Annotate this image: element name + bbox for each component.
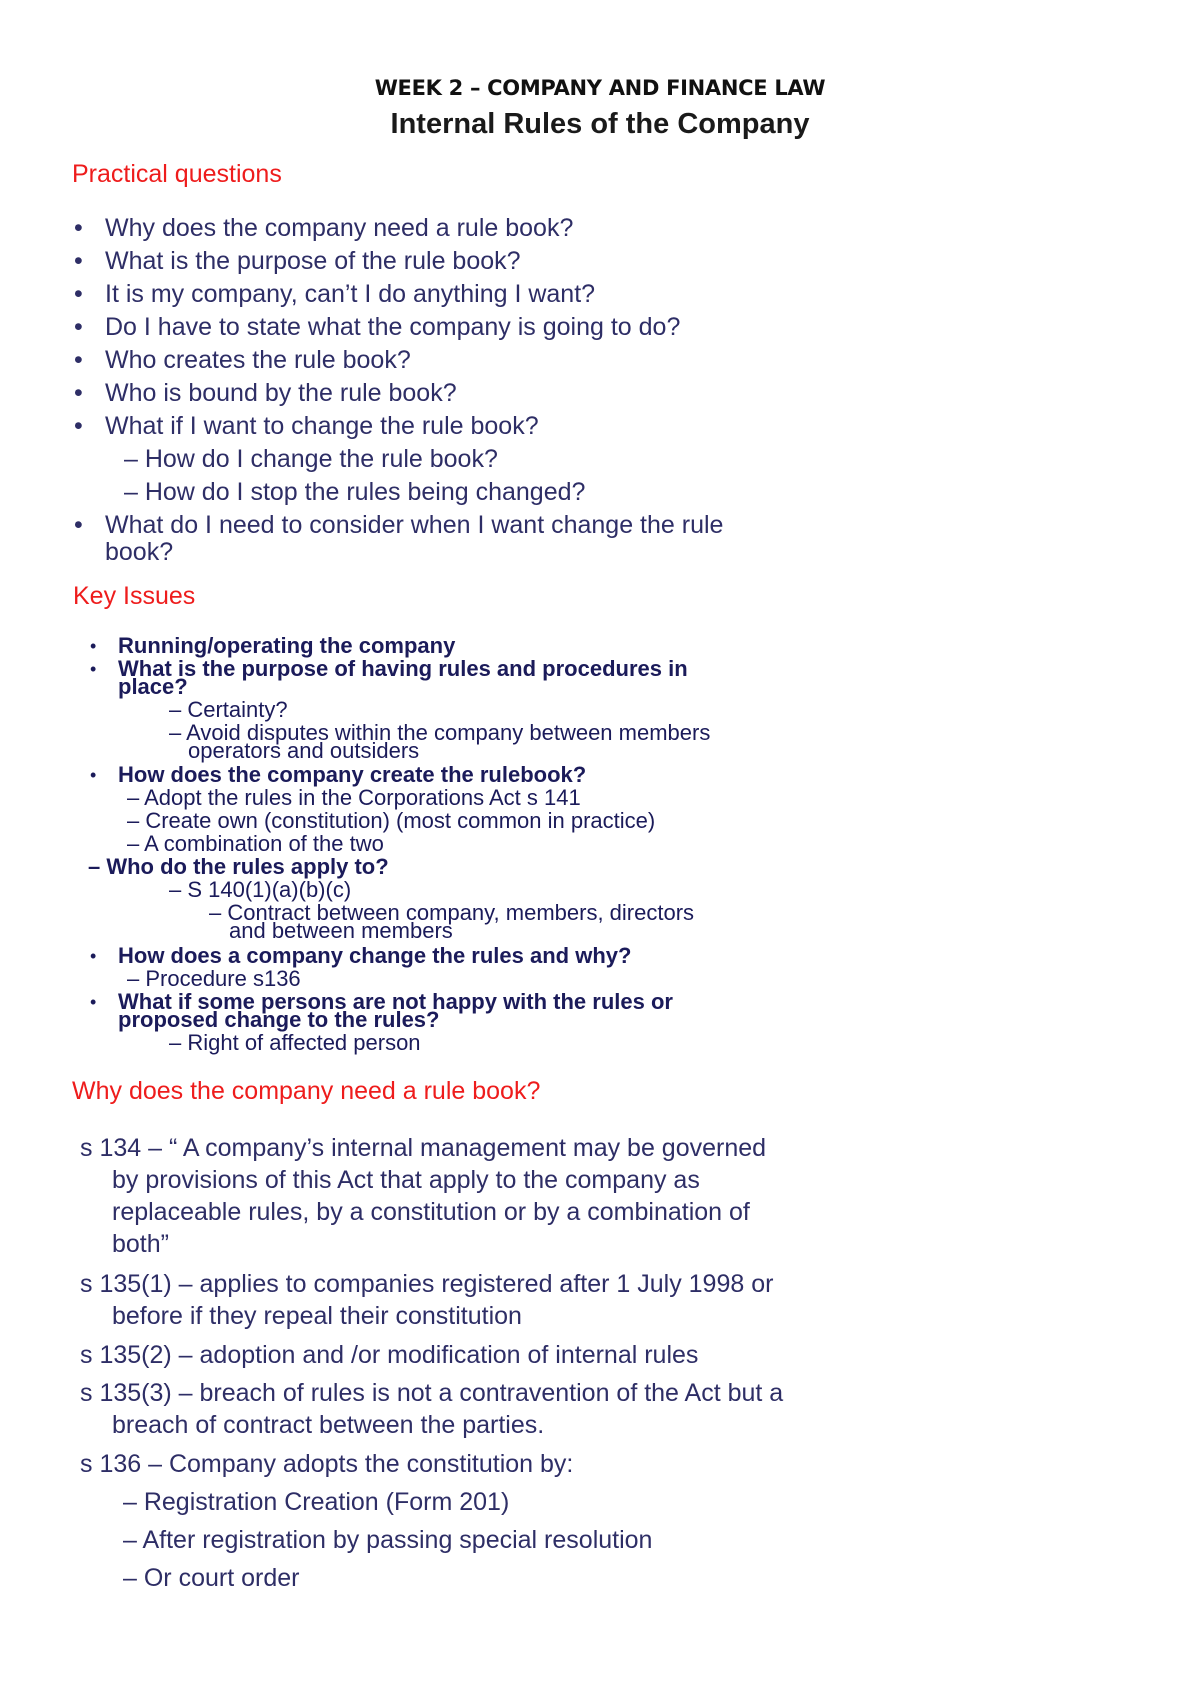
section-paragraph: s 136 – Company adopts the constitution by:: [80, 1450, 574, 1478]
key-issue-item: How does the company create the rulebook?: [118, 762, 587, 787]
bullet-marker: •: [90, 659, 97, 679]
list-item: What do I need to consider when I want change the rule: [105, 511, 724, 539]
list-item: Why does the company need a rule book?: [105, 214, 574, 242]
list-item-continuation: book?: [105, 538, 174, 566]
section-sub-item: – After registration by passing special resolution: [123, 1526, 653, 1554]
section-paragraph: s 135(1) – applies to companies registered after 1 July 1998 or: [80, 1270, 774, 1298]
section-paragraph-continuation: before if they repeal their constitution: [112, 1302, 522, 1330]
list-item: Do I have to state what the company is going to do?: [105, 313, 681, 341]
section-paragraph: s 134 – “ A company’s internal management may be governed: [80, 1134, 767, 1162]
bullet-marker: •: [74, 247, 83, 275]
section-paragraph-continuation: replaceable rules, by a constitution or by a combination of: [112, 1198, 750, 1226]
practical-questions-heading: Practical questions: [72, 160, 282, 188]
bullet-marker: •: [90, 946, 97, 966]
key-issue-item: How does a company change the rules and why?: [118, 943, 632, 968]
bullet-marker: •: [90, 992, 97, 1012]
key-issue-sub-item: – Avoid disputes within the company between members: [169, 720, 711, 745]
bullet-marker: •: [74, 346, 83, 374]
key-issue-continuation: proposed change to the rules?: [118, 1007, 440, 1032]
page-title: Internal Rules of the Company: [390, 108, 810, 140]
list-item: It is my company, can’t I do anything I want?: [105, 280, 596, 308]
key-issue-continuation: place?: [118, 674, 188, 699]
key-issue-sub-item: – Certainty?: [169, 697, 288, 722]
key-issue-sub-item: – S 140(1)(a)(b)(c): [169, 877, 352, 902]
list-item: Who is bound by the rule book?: [105, 379, 457, 407]
sub-list-item: – How do I change the rule book?: [124, 445, 498, 473]
list-item: Who creates the rule book?: [105, 346, 411, 374]
bullet-marker: •: [74, 511, 83, 539]
key-issue-item: – Who do the rules apply to?: [88, 854, 389, 879]
section-paragraph-continuation: breach of contract between the parties.: [112, 1411, 545, 1439]
key-issue-sub-item: – Adopt the rules in the Corporations Act s 141: [127, 785, 581, 810]
key-issue-item: What is the purpose of having rules and procedures in: [118, 656, 688, 681]
key-issue-sub-sub-continuation: and between members: [229, 918, 453, 943]
key-issues-heading: Key Issues: [73, 582, 196, 610]
section-paragraph-continuation: both”: [112, 1230, 169, 1258]
list-item: What is the purpose of the rule book?: [105, 247, 521, 275]
section-sub-item: – Or court order: [123, 1564, 300, 1592]
bullet-marker: •: [90, 765, 97, 785]
key-issue-item: Running/operating the company: [118, 633, 456, 658]
bullet-marker: •: [90, 636, 97, 656]
why-rule-book-heading: Why does the company need a rule book?: [72, 1077, 541, 1105]
key-issue-sub-item: – A combination of the two: [127, 831, 384, 856]
bullet-marker: •: [74, 280, 83, 308]
key-issue-sub-sub-item: – Contract between company, members, directors: [209, 900, 695, 925]
section-sub-item: – Registration Creation (Form 201): [123, 1488, 510, 1516]
key-issue-sub-item: – Right of affected person: [169, 1030, 421, 1055]
sub-list-item: – How do I stop the rules being changed?: [124, 478, 586, 506]
section-paragraph-continuation: by provisions of this Act that apply to the company as: [112, 1166, 700, 1194]
bullet-marker: •: [74, 412, 83, 440]
key-issue-item: What if some persons are not happy with the rules or: [118, 989, 673, 1014]
bullet-marker: •: [74, 379, 83, 407]
key-issue-sub-continuation: operators and outsiders: [188, 738, 420, 763]
week-heading: WEEK 2 – COMPANY AND FINANCE LAW: [374, 76, 826, 100]
bullet-marker: •: [74, 313, 83, 341]
key-issue-sub-item: – Procedure s136: [127, 966, 301, 991]
bullet-marker: •: [74, 214, 83, 242]
section-paragraph: s 135(3) – breach of rules is not a contravention of the Act but a: [80, 1379, 784, 1407]
key-issue-sub-item: – Create own (constitution) (most common in practice): [127, 808, 656, 833]
list-item: What if I want to change the rule book?: [105, 412, 539, 440]
section-paragraph: s 135(2) – adoption and /or modification of internal rules: [80, 1341, 699, 1369]
